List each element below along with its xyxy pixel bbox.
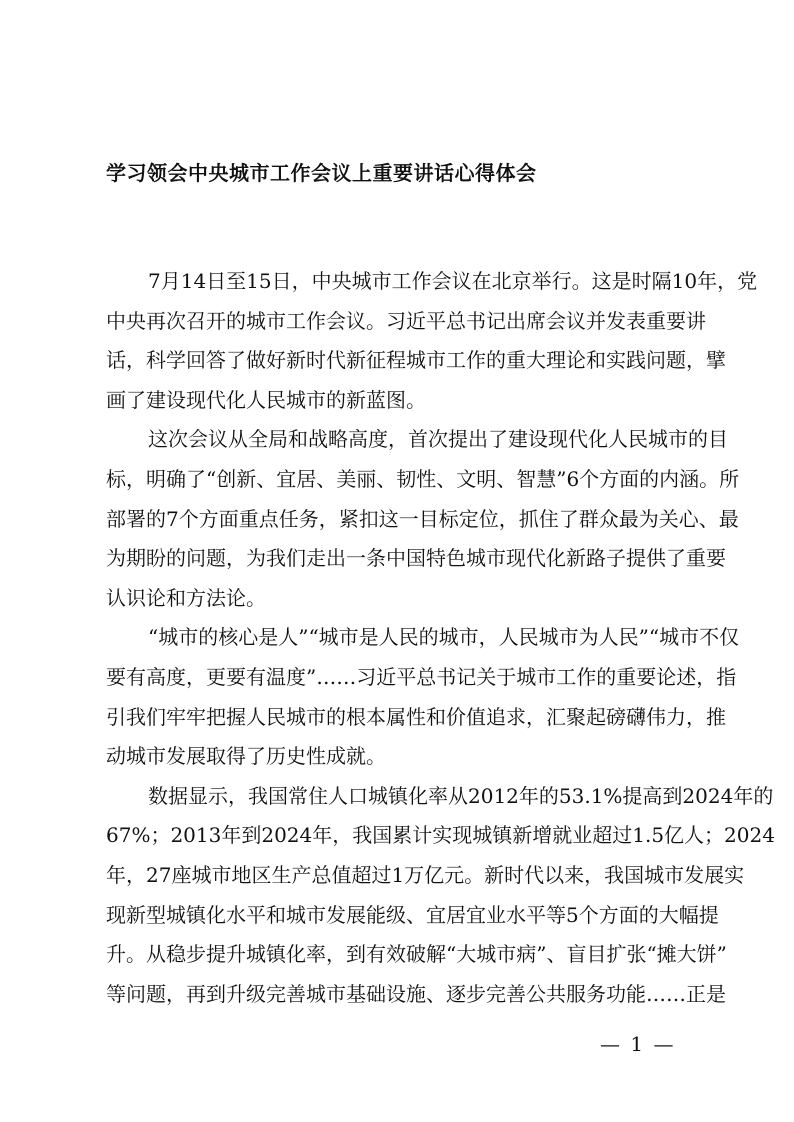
paragraph-line: 部署的7个方面重点任务，紧扣这一目标定位，抓住了群众最为关心、最	[106, 506, 739, 531]
paragraph-line: 画了建设现代化人民城市的新蓝图。	[106, 387, 426, 412]
paragraph-line: 等问题，再到升级完善城市基础设施、逐步完善公共服务功能……正是	[106, 981, 726, 1006]
paragraph	[106, 262, 758, 420]
paragraph	[106, 420, 740, 618]
paragraph-line: 年，27座城市地区生产总值超过1万亿元。新时代以来，我国城市发展实	[106, 862, 745, 887]
paragraph-line: 动城市发展取得了历史性成就。	[106, 744, 386, 769]
paragraph-line: 升。从稳步提升城镇化率，到有效破解“大城市病”、盲目扩张“摊大饼”	[106, 942, 727, 967]
page-number: — 1 —	[600, 1032, 676, 1056]
document-body	[106, 262, 775, 1014]
paragraph-line: 引我们牢牢把握人民城市的根本属性和价值追求，汇聚起磅礴伟力，推	[106, 704, 726, 729]
paragraph-line: 67%；2013年到2024年，我国累计实现城镇新增就业超过1.5亿人；2024	[106, 823, 775, 848]
paragraph-line: 要有高度，更要有温度”……习近平总书记关于城市工作的重要论述，指	[106, 664, 737, 689]
paragraph	[106, 777, 775, 1015]
document-title: 学习领会中央城市工作会议上重要讲话心得体会	[106, 161, 537, 185]
paragraph	[106, 618, 740, 776]
paragraph-line: 认识论和方法论。	[106, 585, 266, 610]
paragraph-line: 中央再次召开的城市工作会议。习近平总书记出席会议并发表重要讲	[106, 308, 706, 333]
paragraph-line: 话，科学回答了做好新时代新征程城市工作的重大理论和实践问题，擘	[106, 348, 726, 373]
paragraph-line: 7月14日至15日，中央城市工作会议在北京举行。这是时隔10年，党	[148, 269, 758, 293]
paragraph-line: 标，明确了“创新、宜居、美丽、韧性、文明、智慧”6个方面的内涵。所	[106, 466, 740, 491]
paragraph-line: 数据显示，我国常住人口城镇化率从2012年的53.1%提高到2024年的	[148, 783, 774, 808]
paragraph-line: “城市的核心是人”“城市是人民的城市，人民城市为人民”“城市不仅	[148, 625, 740, 650]
paragraph-line: 现新型城镇化水平和城市发展能级、宜居宜业水平等5个方面的大幅提	[106, 902, 719, 927]
paragraph-line: 为期盼的问题，为我们走出一条中国特色城市现代化新路子提供了重要	[106, 546, 726, 571]
paragraph-line: 这次会议从全局和战略高度，首次提出了建设现代化人民城市的目	[148, 427, 728, 452]
